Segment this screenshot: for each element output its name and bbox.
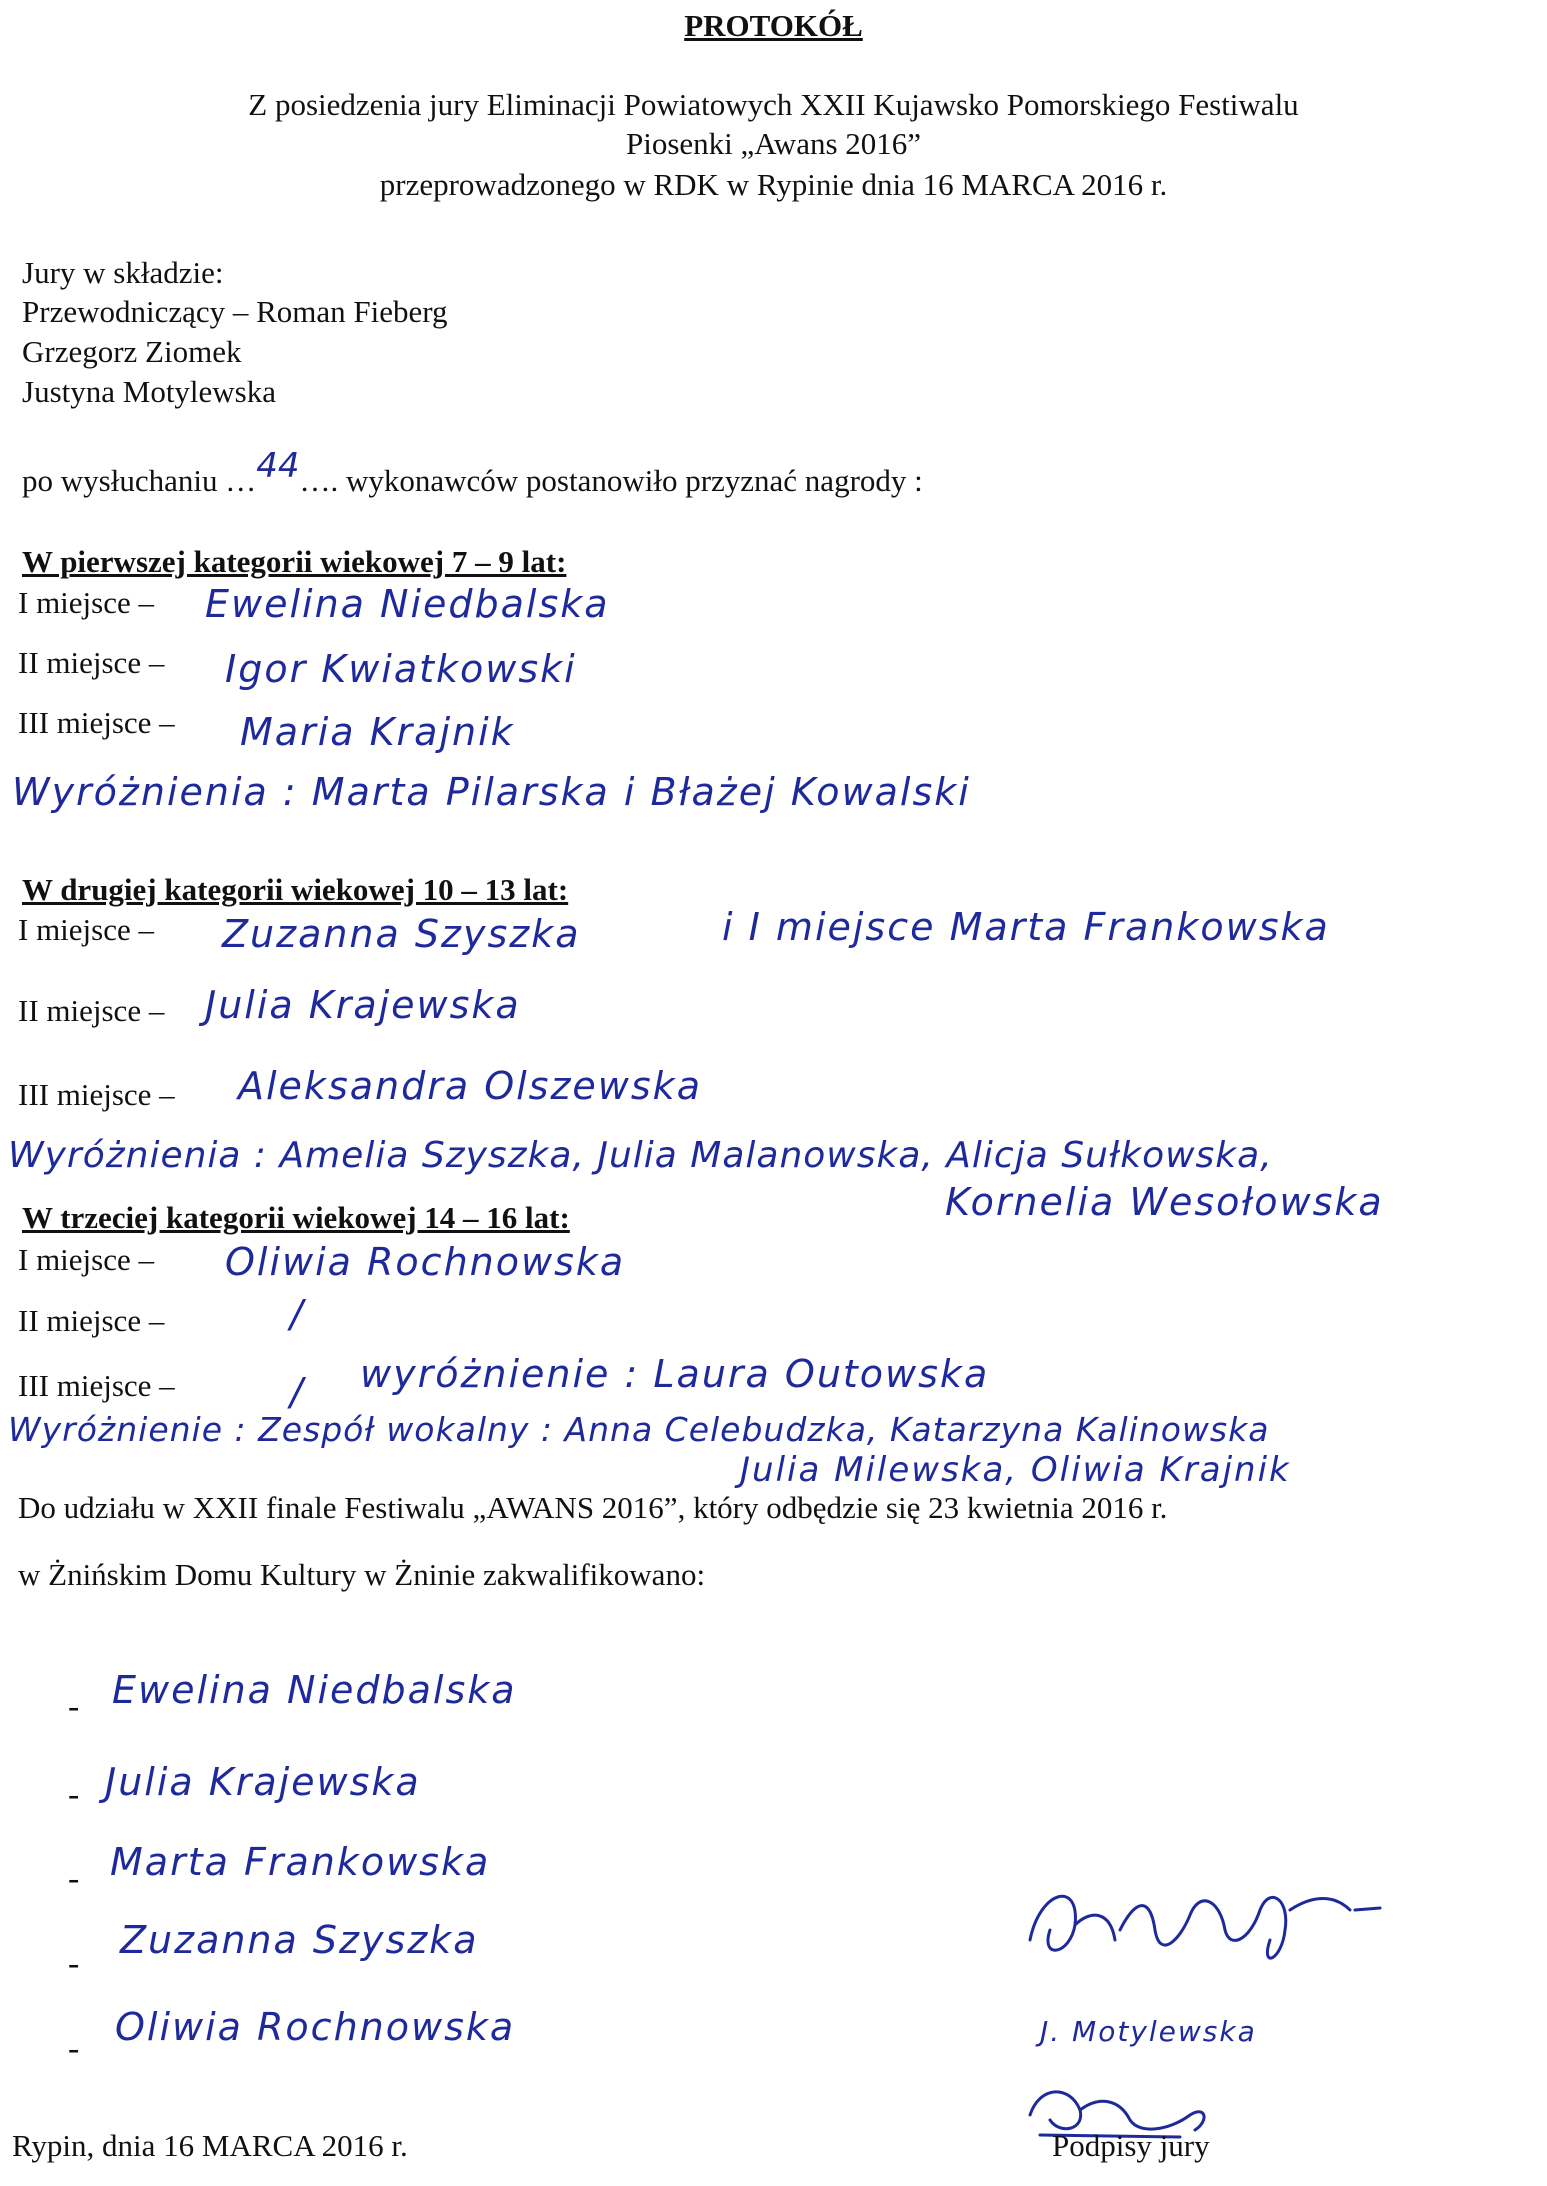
- category-2-place-1-label: I miejsce –: [18, 912, 155, 947]
- document-title: PROTOKÓŁ: [684, 8, 863, 43]
- place-and-date: Rypin, dnia 16 MARCA 2016 r.: [12, 2128, 408, 2163]
- category-2-place-2-label: II miejsce –: [18, 993, 165, 1028]
- signature-motylewska: J. Motylewska: [1040, 2015, 1257, 2048]
- signatures-label: Podpisy jury: [1052, 2128, 1210, 2163]
- category-2-place-1-winner: Zuzanna Szyszka: [222, 912, 581, 956]
- list-bullet: -: [68, 1860, 80, 1897]
- performers-dots-left: …: [225, 463, 257, 498]
- list-bullet: -: [68, 2030, 80, 2067]
- category-1-place-2-label: II miejsce –: [18, 645, 165, 680]
- final-line-1: Do udziału w XXII finale Festiwalu „AWANS 2016”, który odbędzie się 23 kwietnia 2016 r.: [18, 1490, 1168, 1525]
- category-3-place-3-winner: /: [290, 1370, 305, 1414]
- jury-member-3: Justyna Motylewska: [22, 374, 277, 409]
- category-2-place-3-label: III miejsce –: [18, 1077, 175, 1112]
- category-1-place-1-label: I miejsce –: [18, 585, 155, 620]
- category-1-distinctions: Wyróżnienia : Marta Pilarska i Błażej Kowalski: [12, 770, 971, 814]
- category-3-distinctions-cont: Julia Milewska, Oliwia Krajnik: [740, 1450, 1291, 1490]
- category-3-place-2-winner: /: [290, 1292, 305, 1336]
- category-1-heading: W pierwszej kategorii wiekowej 7 – 9 lat:: [22, 544, 567, 579]
- category-1-place-3-winner: Maria Krajnik: [240, 710, 515, 754]
- signature-chairman: [1020, 1870, 1400, 1980]
- category-3-place-1-winner: Oliwia Rochnowska: [225, 1240, 626, 1284]
- category-1-place-2-winner: Igor Kwiatkowski: [225, 647, 577, 691]
- qualified-item-2: Julia Krajewska: [105, 1760, 421, 1804]
- final-line-2: w Żnińskim Domu Kultury w Żninie zakwalifikowano:: [18, 1557, 706, 1592]
- intro-line-1: Z posiedzenia jury Eliminacji Powiatowych XXII Kujawsko Pomorskiego Festiwalu: [248, 87, 1299, 122]
- category-3-place-1-label: I miejsce –: [18, 1242, 155, 1277]
- performers-before: po wysłuchaniu: [22, 463, 226, 498]
- qualified-item-5: Oliwia Rochnowska: [115, 2005, 516, 2049]
- performers-line: [22, 446, 923, 499]
- category-2-distinctions: Wyróżnienia : Amelia Szyszka, Julia Malanowska, Alicja Sułkowska,: [8, 1135, 1273, 1176]
- performers-count: 44: [256, 446, 300, 486]
- category-3-place-3-extra: wyróżnienie : Laura Outowska: [360, 1352, 990, 1396]
- list-bullet: -: [68, 1776, 80, 1813]
- category-2-place-1-extra: i I miejsce Marta Frankowska: [722, 905, 1330, 949]
- category-3-place-3-label: III miejsce –: [18, 1368, 175, 1403]
- category-2-heading: W drugiej kategorii wiekowej 10 – 13 lat:: [22, 872, 569, 907]
- performers-dots-right: ….: [299, 463, 339, 498]
- jury-label: Jury w składzie:: [22, 255, 224, 290]
- category-3-distinctions: Wyróżnienie : Zespół wokalny : Anna Celebudzka, Katarzyna Kalinowska: [8, 1410, 1270, 1449]
- jury-member-2: Grzegorz Ziomek: [22, 334, 242, 369]
- category-3-place-2-label: II miejsce –: [18, 1303, 165, 1338]
- category-2-place-3-winner: Aleksandra Olszewska: [238, 1064, 702, 1108]
- category-2-distinctions-cont: Kornelia Wesołowska: [945, 1180, 1384, 1224]
- category-1-place-3-label: III miejsce –: [18, 705, 175, 740]
- performers-after: wykonawców postanowiło przyznać nagrody :: [338, 463, 923, 498]
- category-3-heading: W trzeciej kategorii wiekowej 14 – 16 lat:: [22, 1200, 570, 1235]
- list-bullet: -: [68, 1688, 80, 1725]
- category-1-place-1-winner: Ewelina Niedbalska: [205, 582, 610, 626]
- intro-line-2: Piosenki „Awans 2016”: [625, 126, 922, 161]
- qualified-item-3: Marta Frankowska: [110, 1840, 491, 1884]
- category-2-place-2-winner: Julia Krajewska: [205, 983, 521, 1027]
- intro-line-3: przeprowadzonego w RDK w Rypinie dnia 16 MARCA 2016 r.: [379, 167, 1168, 202]
- jury-member-1: Przewodniczący – Roman Fieberg: [22, 294, 448, 329]
- qualified-item-4: Zuzanna Szyszka: [120, 1918, 479, 1962]
- qualified-item-1: Ewelina Niedbalska: [112, 1668, 517, 1712]
- list-bullet: -: [68, 1945, 80, 1982]
